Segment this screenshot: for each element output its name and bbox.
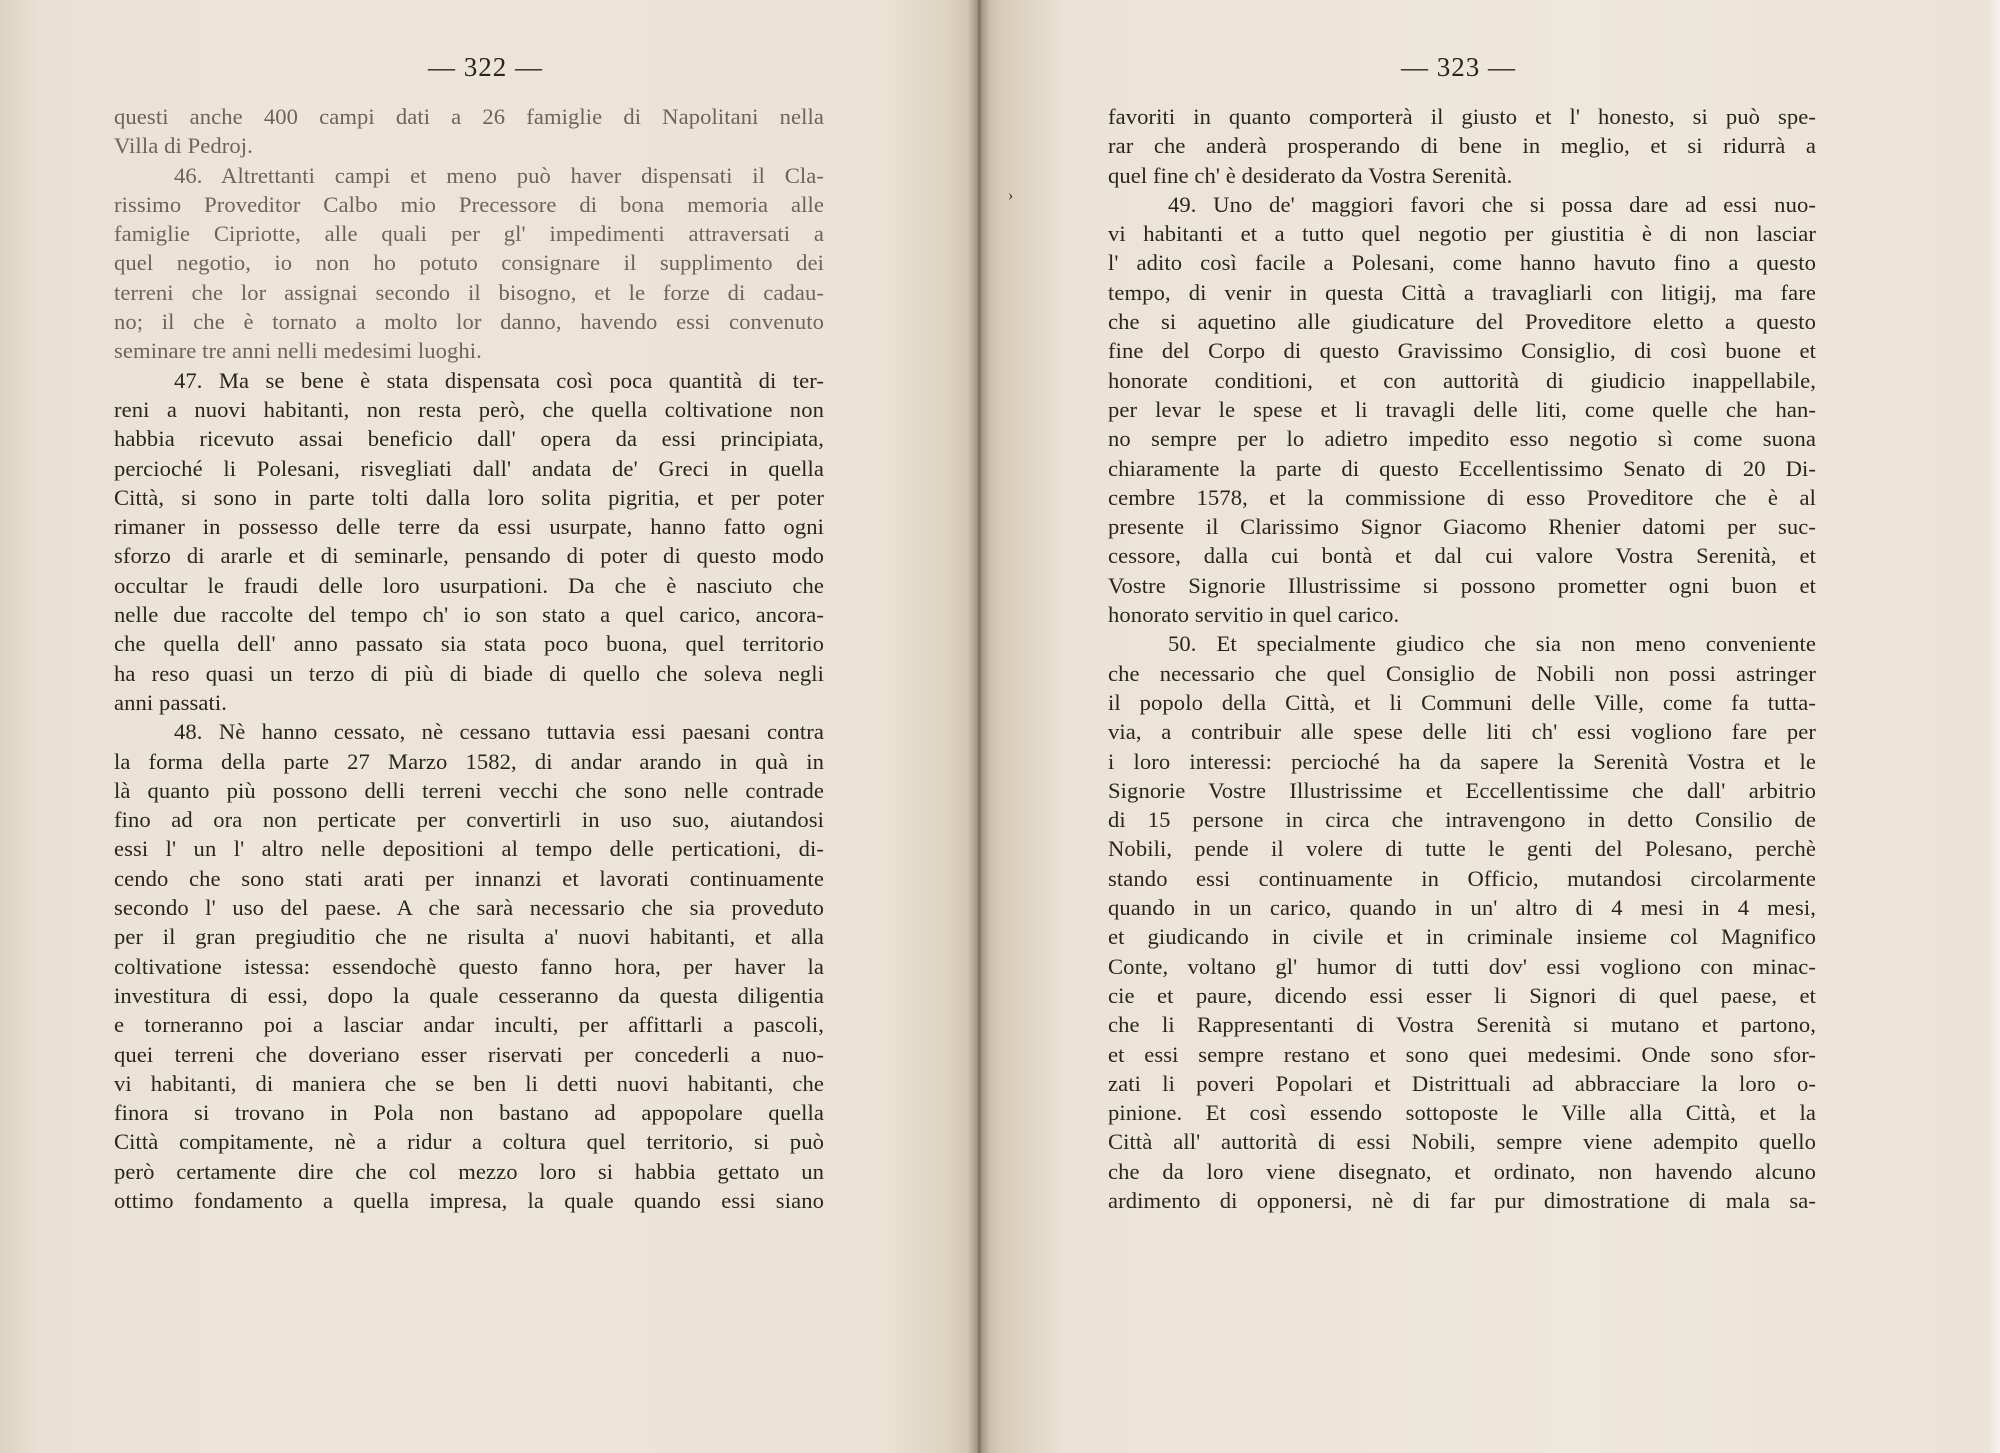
text-line: per il gran pregiuditio che ne risulta a' nuovi habitanti, et alla bbox=[114, 924, 824, 950]
text-line: secondo l' uso del paese. A che sarà necessario che sia proveduto bbox=[114, 895, 824, 921]
text-line: zati li poveri Popolari et Distrittuali ad abbracciare la loro o- bbox=[1108, 1070, 1816, 1096]
text-line: per levar le spese et li travagli delle liti, come quelle che han- bbox=[1108, 396, 1816, 422]
page-number: — 322 — bbox=[428, 52, 543, 82]
text-line: cendo che sono stati arati per innanzi et lavorati continuamente bbox=[114, 865, 824, 891]
text-line: seminare tre anni nelli medesimi luoghi. bbox=[114, 338, 482, 364]
text-line: percioché li Polesani, risvegliati dall' andata de' Greci in quella bbox=[114, 455, 824, 481]
text-line: ardimento di opponersi, nè di far pur dimostratione di mala sa- bbox=[1108, 1187, 1816, 1213]
text-line: chiaramente la parte di questo Eccellentissimo Senato di 20 Di- bbox=[1108, 455, 1816, 481]
text-line: nelle due raccolte del tempo ch' io son stato a quel carico, ancora- bbox=[114, 602, 824, 628]
text-line: quel fine ch' è desiderato da Vostra Serenità. bbox=[1108, 162, 1513, 188]
text-line: via, a contribuir alle spese delle liti ch' essi vogliono fare per bbox=[1108, 719, 1816, 745]
text-line: rimaner in possesso delle terre da essi usurpate, hanno fatto ogni bbox=[114, 514, 824, 540]
text-line: quei terreni che doveriano esser riservati per concederli a nuo- bbox=[114, 1041, 824, 1067]
text-line: che da loro viene disegnato, et ordinato, non havendo alcuno bbox=[1108, 1158, 1816, 1184]
text-line: investitura di essi, dopo la quale cesseranno da questa diligentia bbox=[114, 982, 824, 1008]
text-line: 49. Uno de' maggiori favori che si possa dare ad essi nuo- bbox=[1168, 191, 1816, 217]
text-line: Conte, voltano gl' humor di tutti dov' essi vogliono con minac- bbox=[1108, 953, 1816, 979]
text-line: essi l' un l' altro nelle depositioni al tempo delle perticationi, di- bbox=[114, 836, 824, 862]
text-line: honorato servitio in quel carico. bbox=[1108, 602, 1400, 628]
text-line: che si aquetino alle giudicature del Proveditore eletto a questo bbox=[1108, 309, 1816, 335]
text-line: terreni che lor assignai secondo il bisogno, et le forze di cadau- bbox=[114, 279, 824, 305]
text-line: habbia ricevuto assai beneficio dall' opera da essi principiata, bbox=[114, 426, 824, 452]
text-line: stando essi continuamente in Officio, mutandosi circolarmente bbox=[1108, 865, 1816, 891]
text-line: et giudicando in civile et in criminale insieme col Magnifico bbox=[1108, 924, 1816, 950]
text-line: 46. Altrettanti campi et meno può haver dispensati il Cla- bbox=[174, 162, 824, 188]
text-line: rissimo Proveditor Calbo mio Precessore di bona memoria alle bbox=[114, 191, 824, 217]
text-line: l' adito così facile a Polesani, come hanno havuto fino a questo bbox=[1108, 250, 1816, 276]
text-line: finora si trovano in Pola non bastano ad appopolare quella bbox=[114, 1100, 824, 1126]
text-line: famiglie Cipriotte, alle quali per gl' impedimenti attraversati a bbox=[114, 221, 824, 247]
text-line: occultar le fraudi delle loro usurpationi. Da che è nasciuto che bbox=[114, 572, 824, 598]
text-line: pinione. Et così essendo sottoposte le Ville alla Città, et la bbox=[1108, 1100, 1816, 1126]
text-line: cembre 1578, et la commissione di esso Proveditore che è al bbox=[1108, 484, 1816, 510]
text-line: però certamente dire che col mezzo loro si habbia gettato un bbox=[114, 1158, 824, 1184]
left-page bbox=[0, 0, 978, 1453]
margin-mark: › bbox=[1008, 187, 1014, 204]
text-line: che necessario che quel Consiglio de Nobili non possi astringer bbox=[1108, 660, 1816, 686]
text-line: Vostre Signorie Illustrissime si possono prometter ogni buon et bbox=[1108, 572, 1816, 598]
text-line: che li Rappresentanti di Vostra Serenità si mutano et partono, bbox=[1108, 1012, 1816, 1038]
text-line: vi habitanti et a tutto quel negotio per giustitia è di non lasciar bbox=[1108, 221, 1816, 247]
text-line: questi anche 400 campi dati a 26 famiglie di Napolitani nella bbox=[114, 104, 824, 129]
text-line: cie et paure, dicendo essi esser li Signori di quel paese, et bbox=[1108, 982, 1816, 1008]
text-line: che quella dell' anno passato sia stata poco buona, quel territorio bbox=[114, 631, 824, 657]
text-line: vi habitanti, di maniera che se ben li detti nuovi habitanti, che bbox=[114, 1070, 824, 1096]
text-line: no sempre per lo adietro impedito esso negotio sì come suona bbox=[1108, 426, 1816, 452]
text-line: Nobili, pende il volere di tutte le genti del Polesano, perchè bbox=[1108, 836, 1816, 862]
text-line: 48. Nè hanno cessato, nè cessano tuttavia essi paesani contra bbox=[174, 719, 824, 745]
text-line: et essi sempre restano et sono quei medesimi. Onde sono sfor- bbox=[1108, 1041, 1816, 1067]
text-line: 50. Et specialmente giudico che sia non meno conveniente bbox=[1168, 631, 1816, 657]
text-line: ha reso quasi un terzo di più di biade di quello che soleva negli bbox=[114, 660, 824, 686]
text-line: sforzo di ararle et di seminarle, pensando di poter di questo modo bbox=[114, 543, 824, 569]
text-line: coltivatione istessa: essendochè questo fanno hora, per haver la bbox=[114, 953, 824, 979]
text-line: fino ad ora non perticate per convertirli in uso suo, aiutandosi bbox=[114, 807, 824, 833]
text-line: honorate conditioni, et con auttorità di giudicio inappellabile, bbox=[1108, 367, 1816, 393]
text-line: reni a nuovi habitanti, non resta però, che quella coltivatione non bbox=[114, 396, 824, 422]
text-line: là quanto più possono delli terreni vecchi che sono nelle contrade bbox=[114, 777, 824, 803]
text-line: rar che anderà prosperando di bene in meglio, et si ridurrà a bbox=[1108, 133, 1816, 159]
text-line: quando in un carico, quando in un' altro di 4 mesi in 4 mesi, bbox=[1108, 895, 1816, 921]
text-line: la forma della parte 27 Marzo 1582, di andar arando in quà in bbox=[114, 748, 824, 774]
text-line: tempo, di venir in questa Città a travagliarli con litigij, ma fare bbox=[1108, 279, 1816, 305]
page-text bbox=[1108, 102, 1816, 1215]
text-line: presente il Clarissimo Signor Giacomo Rhenier datomi per suc- bbox=[1108, 514, 1816, 540]
text-line: i loro interessi: percioché ha da sapere la Serenità Vostra et le bbox=[1108, 748, 1816, 774]
text-line: Signorie Vostre Illustrissime et Eccellentissime che dall' arbitrio bbox=[1108, 777, 1816, 803]
page-text bbox=[114, 102, 824, 1215]
text-line: Villa di Pedroj. bbox=[114, 133, 253, 159]
text-line: anni passati. bbox=[114, 689, 227, 715]
page-number: — 323 — bbox=[1401, 52, 1516, 82]
text-line: 47. Ma se bene è stata dispensata così poca quantità di ter- bbox=[174, 367, 824, 393]
text-line: ottimo fondamento a quella impresa, la quale quando essi siano bbox=[114, 1187, 824, 1213]
text-line: no; il che è tornato a molto lor danno, havendo essi convenuto bbox=[114, 309, 824, 335]
text-line: e torneranno poi a lasciar andar inculti, per affittarli a pascoli, bbox=[114, 1012, 824, 1038]
text-line: fine del Corpo di questo Gravissimo Consiglio, di così buone et bbox=[1108, 338, 1816, 364]
text-line: favoriti in quanto comporterà il giusto et l' honesto, si può spe- bbox=[1108, 104, 1816, 129]
text-line: Città compitamente, nè a ridur a coltura quel territorio, si può bbox=[114, 1129, 824, 1155]
text-line: Città all' auttorità di essi Nobili, sempre viene adempito quello bbox=[1108, 1129, 1816, 1155]
text-line: di 15 persone in circa che intravengono in detto Consilio de bbox=[1108, 807, 1816, 833]
text-line: Città, si sono in parte tolti dalla loro solita pigritia, et per poter bbox=[114, 484, 824, 510]
right-page bbox=[978, 0, 2000, 1453]
text-line: il popolo della Città, et li Communi delle Ville, come fa tutta- bbox=[1108, 689, 1816, 715]
book-gutter bbox=[968, 0, 990, 1453]
text-line: cessore, dalla cui bontà et dal cui valore Vostra Serenità, et bbox=[1108, 543, 1816, 569]
text-line: quel negotio, io non ho potuto consignare il supplimento dei bbox=[114, 250, 824, 276]
